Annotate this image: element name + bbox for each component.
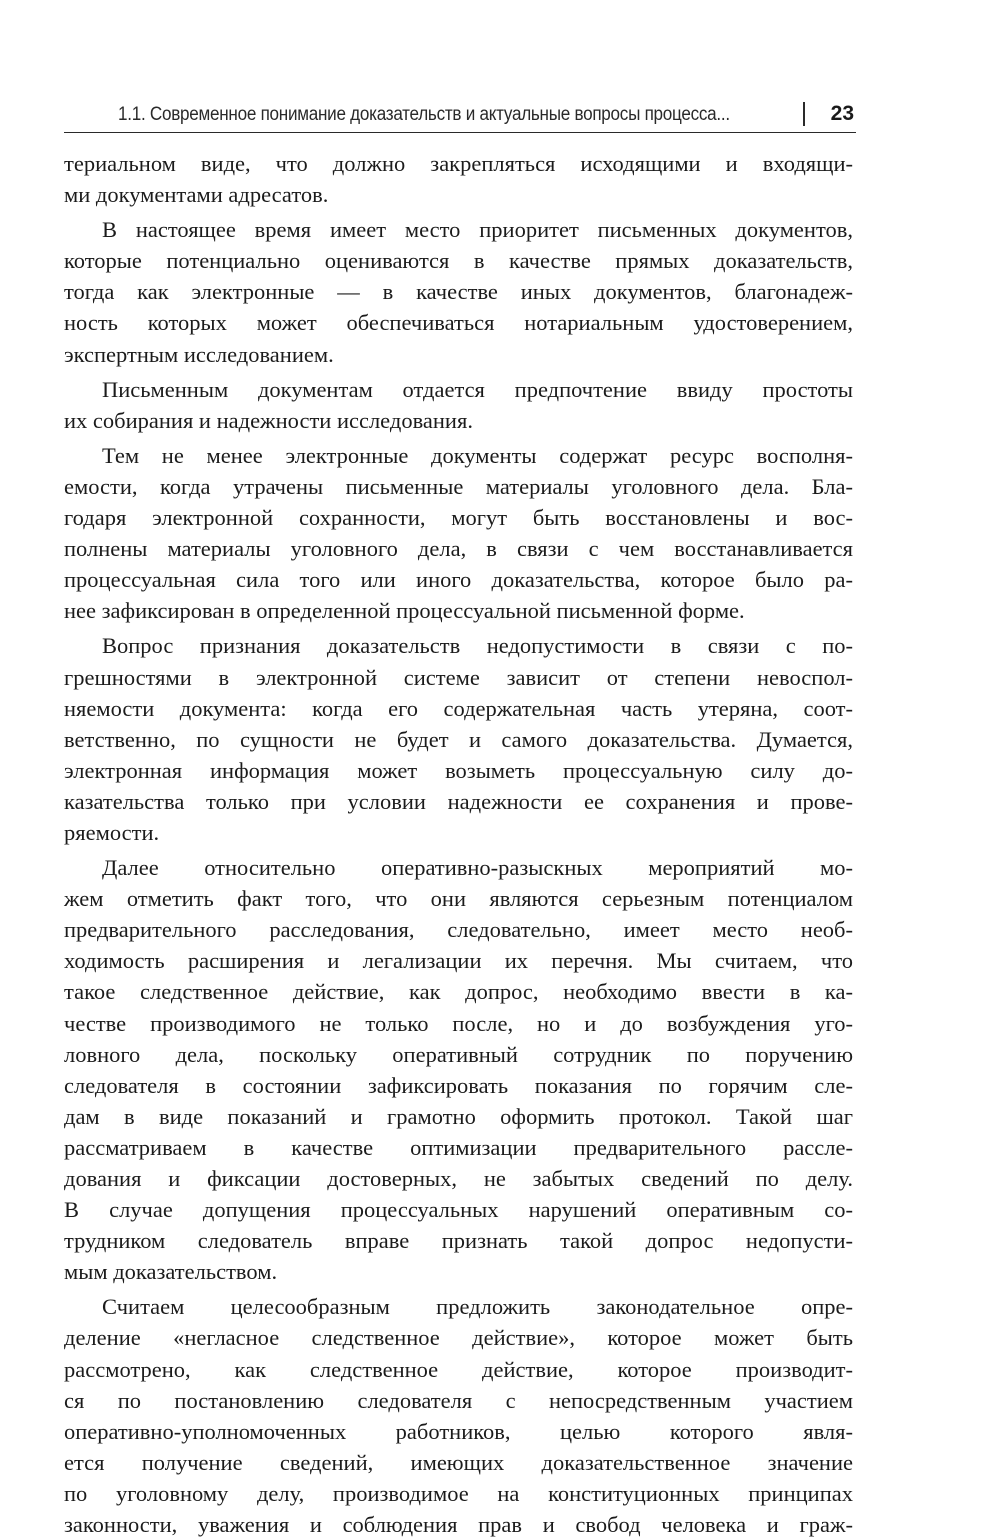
running-header — [64, 100, 856, 133]
text-line: честве производимого не только после, но и до возбуждения уго- — [64, 1010, 853, 1036]
text-line: жем отметить факт того, что они являются серьезным потенциалом — [64, 886, 853, 912]
text-line: трудником следователь вправе признать такой допрос недопусти- — [64, 1228, 853, 1254]
text-line: годаря электронной сохранности, могут быть восстановлены и вос- — [64, 505, 853, 531]
text-line: законности, уважения и соблюдения прав и свобод человека и граж- — [64, 1512, 853, 1538]
text-line: рассмотрено, как следственное действие, которое производит- — [64, 1356, 853, 1382]
text-line: грешностями в электронной системе зависит от степени невоспол- — [64, 664, 853, 690]
paragraph — [64, 1291, 853, 1540]
text-line: деление «негласное следственное действие», которое может быть — [64, 1325, 853, 1351]
text-line: Далее относительно оперативно-разыскных мероприятий мо- — [102, 855, 853, 881]
text-line: ность которых может обеспечиваться нотариальным удостоверением, — [64, 310, 853, 336]
header-title: 1.1. Современное понимание доказательств и актуальные вопросы процесса... — [118, 104, 730, 125]
text-line: дам в виде показаний и грамотно оформить протокол. Такой шаг — [64, 1103, 853, 1129]
text-line: по уголовному делу, производимое на конституционных принципах — [64, 1480, 853, 1506]
text-line: казательства только при условии надежности ее сохранения и прове- — [64, 788, 853, 814]
text-line: ловного дела, поскольку оперативный сотрудник по поручению — [64, 1041, 853, 1067]
text-line: териальном виде, что должно закрепляться исходящими и входящи- — [64, 151, 853, 176]
text-line: полнены материалы уголовного дела, в связи с чем восстанавливается — [64, 536, 853, 562]
paragraph — [64, 374, 853, 436]
text-line: тогда как электронные — в качестве иных документов, благонадеж- — [64, 279, 853, 305]
text-line: нее зафиксирован в определенной процессуальной письменной форме. — [64, 598, 745, 624]
paragraph — [64, 148, 853, 210]
text-line: экспертным исследованием. — [64, 341, 334, 367]
text-line: дования и фиксации достоверных, не забытых сведений по делу. — [64, 1166, 853, 1191]
text-line: электронная информация может возыметь процессуальную силу до- — [64, 757, 853, 783]
body-text — [64, 148, 853, 1540]
text-line: оперативно-уполномоченных работников, целью которого явля- — [64, 1418, 853, 1444]
text-line: следователя в состоянии зафиксировать показания по горячим сле- — [64, 1072, 853, 1098]
paragraph — [64, 852, 853, 1287]
page-number: 23 — [830, 102, 854, 125]
text-line: В настоящее время имеет место приоритет письменных документов, — [102, 217, 853, 243]
text-line: няемости документа: когда его содержательная часть утеряна, соот- — [64, 695, 853, 721]
text-line: мым доказательством. — [64, 1259, 278, 1285]
text-line: рассматриваем в качестве оптимизации предварительного рассле- — [64, 1134, 853, 1160]
paragraph — [64, 440, 853, 627]
text-line: ходимость расширения и легализации их перечня. Мы считаем, что — [64, 948, 853, 974]
text-line: такое следственное действие, как допрос, необходимо ввести в ка- — [64, 979, 853, 1005]
text-line: В случае допущения процессуальных нарушений оперативным со- — [64, 1197, 853, 1223]
text-line: ся по постановлению следователя с непосредственным участием — [64, 1387, 853, 1413]
text-line: емости, когда утрачены письменные материалы уголовного дела. Бла- — [64, 473, 853, 499]
text-line: которые потенциально оцениваются в качестве прямых доказательств, — [64, 248, 853, 274]
text-line: ветственно, по сущности не будет и самого доказательства. Думается, — [64, 726, 853, 752]
paragraph — [64, 214, 853, 369]
header-separator — [803, 102, 805, 126]
text-line: Тем не менее электронные документы содержат ресурс восполня- — [102, 442, 853, 468]
text-line: предварительного расследования, следовательно, имеет место необ- — [64, 917, 853, 943]
text-line: Вопрос признания доказательств недопустимости в связи с по- — [102, 633, 853, 659]
text-line: Считаем целесообразным предложить законодательное опре- — [102, 1294, 853, 1320]
text-line: ми документами адресатов. — [64, 182, 329, 208]
text-line: ряемости. — [64, 819, 160, 845]
text-line: Письменным документам отдается предпочтение ввиду простоты — [102, 376, 853, 402]
text-line: их собирания и надежности исследования. — [64, 407, 473, 433]
paragraph — [64, 630, 853, 848]
text-line: процессуальная сила того или иного доказательства, которое было ра- — [64, 567, 853, 593]
text-line: ется получение сведений, имеющих доказательственное значение — [64, 1449, 853, 1475]
